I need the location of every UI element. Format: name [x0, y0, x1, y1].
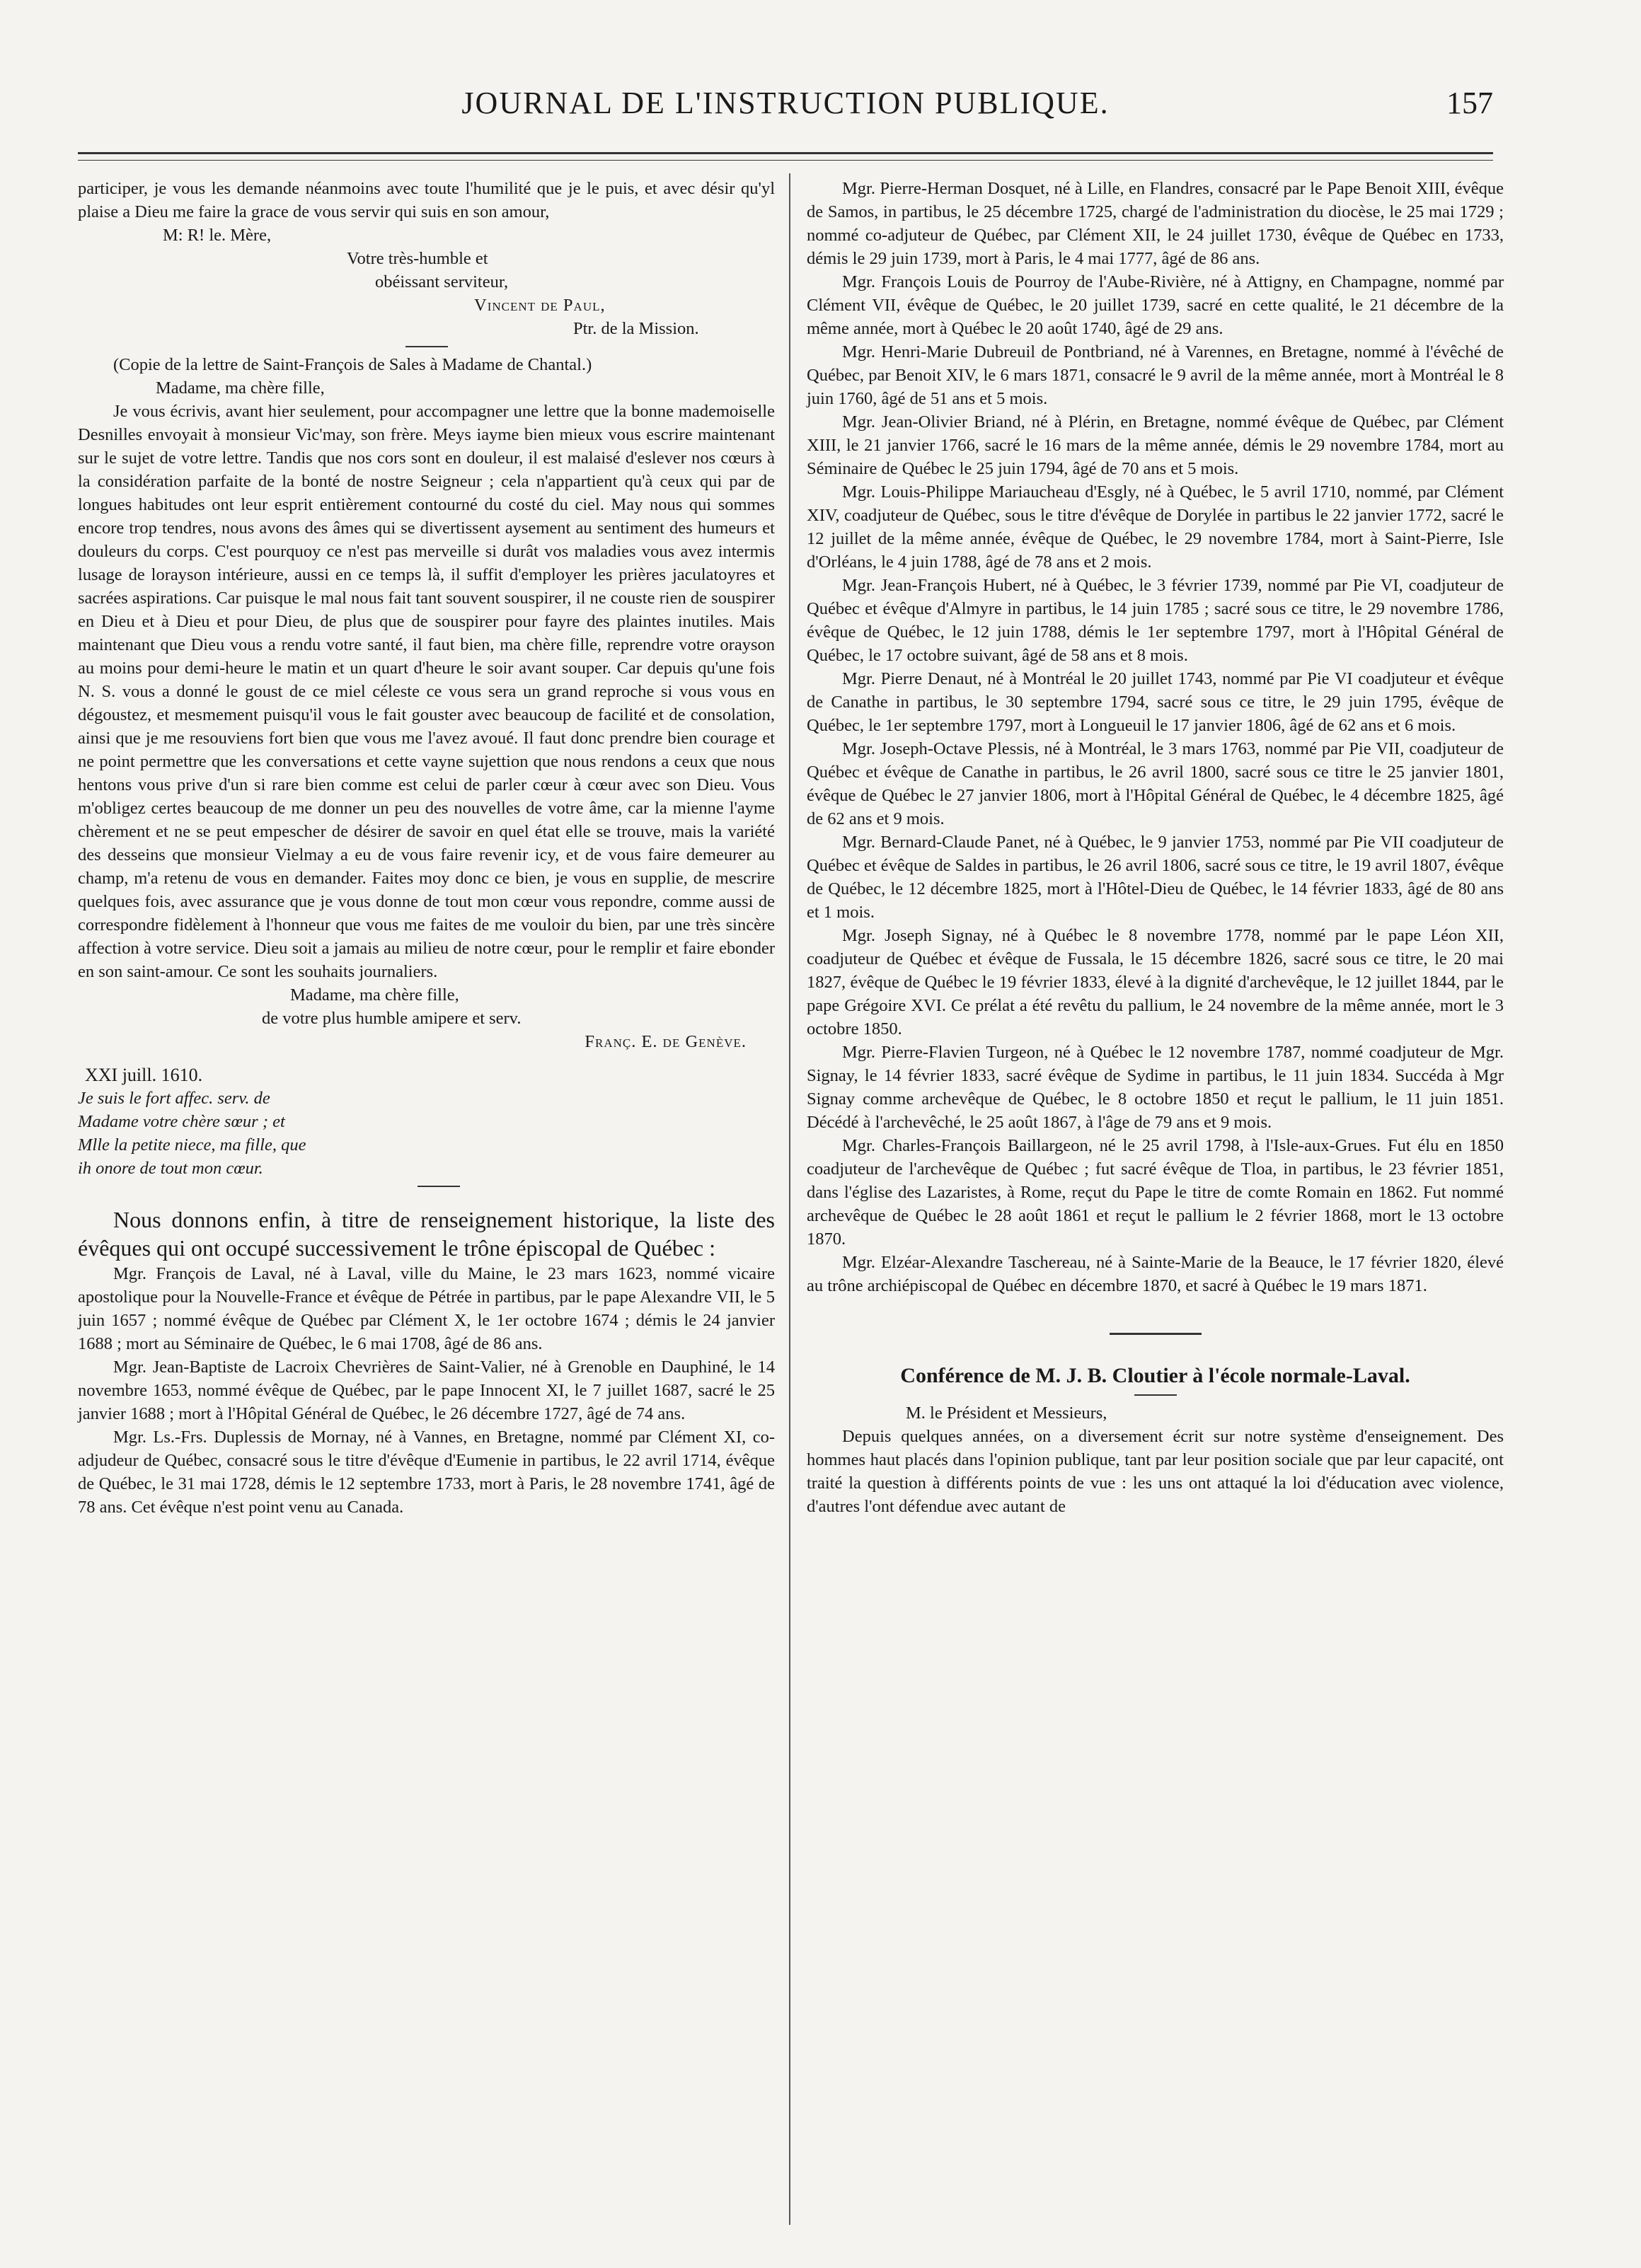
- bishop-entry: Mgr. Joseph-Octave Plessis, né à Montréal, le 3 mars 1763, nommé par Pie VII, coadjuteur de Québec et évêque de Canathe in partibus, le 26 avril 1800, sacré sous ce titre le 25 janvier 1801, évêque de Québec le 27 janvier 1806, mort à l'Hôpital Général de Québec, le 4 décembre 1825, âgé de 62 ans et 9 mois.: [807, 739, 1504, 828]
- letter-body: Je vous écrivis, avant hier seulement, pour accompagner une lettre que la bonne mademoiselle Desnilles envoyait à monsieur Vic'may, son frère. Meys iayme bien mieux vous escrire maintenant sur le sujet de votre lettre. Tandis que nos cors sont en douleur, il est malaisé d'eslever nos cœurs à la considération parfaite de la bonté de nostre Seigneur ; cela n'appartient qu'à ceux qui par de longues habitudes ont leur esprit entièrement contourné du costé du ciel. May nous qui sommes encore trop tendres, nous avons des âmes qui se divertissent aysement au sentiment des humeurs et douleurs du corps. C'est pourquoy ce n'est pas merveille si durât vos maladies vous avez intermis lusage de lorayson intérieure, aussi en ce temps là, il suffit d'employer les prières jaculatoyres et sacrées aspirations. Car puisque le mal nous fait tant souvent souspirer, il ne couste rien de souspirer en Dieu et à Dieu et pour Dieu, de plus que de souspirer pour fayre des plaintes inutiles. Mais maintenant que Dieu vous a rendu votre santé, il faut bien, ma chère fille, reprendre votre orayson au moins pour demi-heure le matin et un quart d'heure le soir avant souper. Car depuis qu'une fois N. S. vous a donné le goust de ce miel céleste ce vous sera un grand reproche si vous vous en dégoustez, et mesmement puisqu'il vous le fait gouster avec beaucoup de facilité et de consolation, ainsi que je me resouviens fort bien que vous me l'avez avoué. Il faut donc prendre bien courage et ne point permettre que les conversations et cette vayne sujettion que nous rendons a ceux que nous hentons vous prive d'un si rare bien comme est celui de parler cœur à cœur avec son Dieu. Vous m'obligez certes beaucoup de me donner un peu des nouvelles de votre âme, car la mienne l'ayme chèrement et ne se peut empescher de désirer de savoir en quel état elle se trouve, mais la variété des desseins que monsieur Vielmay a eu de vous faire revenir icy, et de vous faire demeurer au champ, m'a retenu de vous en demander. Faites moy donc ce bien, je vous en supplie, de mescrire quelques fois, avec assurance que je vous donne de tout mon cœur vous repondre, comme aussi de correspondre fidèlement à l'honneur que vous me faites de me vouloir du bien, par une très sincère affection à votre service. Dieu soit a jamais au milieu de notre cœur, pour le remplir et faire ebonder en son saint-amour. Ce sont les souhaits journaliers.: [78, 402, 775, 981]
- bishop-entry: Mgr. Charles-François Baillargeon, né le 25 avril 1798, à l'Isle-aux-Grues. Fut élu en 1850 coadjuteur de l'archevêque de Québec ; fut sacré évêque de Tloa, in partibus, le 23 février 1851, dans l'église des Lazaristes, à Rome, reçut du Pape le titre de comte Romain en 1862. Fut nommé archevêque de Québec le 28 août 1861 et reçut le pallium le 2 février 1868, mort le 13 octobre 1870.: [807, 1136, 1504, 1249]
- bishop-entry: Mgr. Pierre-Flavien Turgeon, né à Québec le 12 novembre 1787, nommé coadjuteur de Mgr. Signay, le 14 février 1833, sacré évêque de Sydime in partibus, le 11 juin 1834. Succéda à Mgr Signay comme archevêque de Québec, le 8 octobre 1850 et reçut le pallium, le 11 juin 1851. Décédé à l'archevêché, le 25 août 1867, à l'âge de 79 ans et 9 mois.: [807, 1043, 1504, 1132]
- sig-line: obéissant serviteur,: [375, 272, 509, 291]
- bishop-entry: Mgr. Pierre Denaut, né à Montréal le 20 juillet 1743, nommé par Pie VI coadjuteur et évêque de Canathe in partibus, le 30 septembre 1794, sacré sous ce titre, le 29 juin 1795, évêque de Québec, le 1er septembre 1797, mort à Longueuil le 17 janvier 1806, âgé de 62 ans et 6 mois.: [807, 669, 1504, 735]
- conference-title: Conférence de M. J. B. Cloutier à l'école normale-Laval.: [900, 1364, 1410, 1387]
- postscript-line: Je suis le fort affec. serv. de: [78, 1089, 270, 1108]
- closing-signature: Franç. E. de Genève.: [585, 1032, 747, 1051]
- section-rule: [1110, 1333, 1202, 1335]
- letter-date: XXI juill. 1610.: [85, 1065, 203, 1085]
- header-rule: [78, 152, 1493, 161]
- postscript-line: Madame votre chère sœur ; et: [78, 1112, 285, 1131]
- salutation: Madame, ma chère fille,: [156, 378, 325, 398]
- journal-title: JOURNAL DE L'INSTRUCTION PUBLIQUE.: [461, 86, 1110, 120]
- column-divider: [789, 173, 790, 2225]
- conference-text: Depuis quelques années, on a diversement écrit sur notre système d'enseignement. Des hommes haut placés dans l'opinion publique, tant par leur position sociale que par leur capacité, ont traité la question à différents points de vue : les uns ont attaqué la loi d'éducation avec violence, d'autres l'ont défendue avec autant de: [807, 1427, 1504, 1516]
- sig-line: Votre très-humble et: [347, 249, 488, 268]
- page-number: 157: [1446, 86, 1493, 120]
- bishops-intro: Nous donnons enfin, à titre de renseignement historique, la liste des évêques qui ont occupé successivement le trône épiscopal de Québec :: [78, 1207, 775, 1261]
- bishop-entry: Mgr. Jean-Baptiste de Lacroix Chevrières de Saint-Valier, né à Grenoble en Dauphiné, le 14 novembre 1653, nommé évêque de Québec, par le pape Innocent XI, le 7 juillet 1687, sacré le 25 janvier 1688 ; mort à l'Hôpital Général de Québec, le 26 décembre 1727, âgé de 74 ans.: [78, 1358, 775, 1423]
- bishop-entry: Mgr. Elzéar-Alexandre Taschereau, né à Sainte-Marie de la Beauce, le 17 février 1820, élevé au trône archiépiscopal de Québec en décembre 1870, et sacré à Québec le 19 mars 1871.: [807, 1253, 1504, 1295]
- bishop-entry: Mgr. Henri-Marie Dubreuil de Pontbriand, né à Varennes, en Bretagne, nommé à l'évêché de Québec, par Benoit XIV, le 6 mars 1871, consacré le 9 avril de la même année, mort à Montréal le 8 juin 1760, âgé de 51 ans et 5 mois.: [807, 342, 1504, 408]
- bishop-entry: Mgr. Jean-Olivier Briand, né à Plérin, en Bretagne, nommé évêque de Québec, par Clément XIII, le 21 janvier 1766, sacré le 16 mars de la même année, démis le 29 novembre 1784, mort au Séminaire de Québec le 25 juin 1794, âgé de 70 ans et 5 mois.: [807, 412, 1504, 478]
- postscript-line: ih onore de tout mon cœur.: [78, 1159, 263, 1178]
- letter-ending: participer, je vous les demande néanmoins avec toute l'humilité que je le puis, et avec désir qu'yl plaise a Dieu me faire la grace de vous servir qui suis en son amour,: [78, 179, 775, 221]
- bishop-entry: Mgr. Joseph Signay, né à Québec le 8 novembre 1778, nommé par le pape Léon XII, coadjuteur de Québec et évêque de Fussala, le 15 décembre 1826, sacré sous ce titre, le 20 mai 1827, évêque de Québec le 19 février 1833, élevé à la dignité d'archevêque, le 12 juillet 1844, par le pape Grégoire XVI. Ce prélat a été revêtu du pallium, le 24 novembre de la même année, mort le 3 octobre 1850.: [807, 926, 1504, 1038]
- separator-rule: [405, 346, 448, 347]
- conference-salutation: M. le Président et Messieurs,: [906, 1404, 1107, 1423]
- postscript: [78, 1063, 775, 1180]
- bishop-entry: Mgr. Ls.-Frs. Duplessis de Mornay, né à Vannes, en Bretagne, nommé par Clément XI, co-adjudeur de Québec, consacré sous le titre d'évêque d'Eumenie in partibus, le 22 avril 1714, évêque de Québec, le 31 mai 1728, démis le 12 septembre 1733, mort à Paris, le 28 novembre 1741, âgé de 78 ans. Cet évêque n'est point venu au Canada.: [78, 1428, 775, 1517]
- sig-line: M: R! le. Mère,: [163, 226, 272, 245]
- left-column: [78, 177, 775, 1519]
- bishop-entry: Mgr. François Louis de Pourroy de l'Aube-Rivière, né à Attigny, en Champagne, nommé par Clément VII, évêque de Québec, le 20 juillet 1739, sacré en cette qualité, le 21 décembre de la même année, mort à Québec le 20 août 1740, âgé de 29 ans.: [807, 272, 1504, 338]
- vincent-signature: [163, 224, 775, 340]
- separator-rule: [418, 1186, 460, 1187]
- bishop-entry: Mgr. Bernard-Claude Panet, né à Québec, le 9 janvier 1753, nommé par Pie VII coadjuteur de Québec et évêque de Saldes in partibus, le 26 avril 1806, sacré sous ce titre, le 19 avril 1807, évêque de Québec, le 12 décembre 1825, mort à l'Hôtel-Dieu de Québec, le 14 février 1833, âgé de 80 ans et 1 mois.: [807, 833, 1504, 922]
- bishop-entry: Mgr. François de Laval, né à Laval, ville du Maine, le 23 mars 1623, nommé vicaire apostolique pour la Nouvelle-France et évêque de Pétrée in partibus, par le pape Alexandre VII, le 5 juin 1657 ; nommé évêque de Québec par Clément X, le 1er octobre 1674 ; démis le 24 janvier 1688 ; mort au Séminaire de Québec, le 6 mai 1708, âgé de 86 ans.: [78, 1264, 775, 1353]
- sig-line: Ptr. de la Mission.: [573, 319, 699, 338]
- right-column: [807, 177, 1504, 1518]
- page-header: [78, 85, 1493, 134]
- sig-line: Vincent de Paul,: [474, 296, 606, 315]
- bishop-entry: Mgr. Jean-François Hubert, né à Québec, le 3 février 1739, nommé par Pie VI, coadjuteur de Québec et évêque d'Almyre in partibus, le 14 juin 1785 ; sacré sous ce titre, le 29 novembre 1786, évêque de Québec, le 12 juin 1788, démis le 1er septembre 1797, mort à l'Hôpital Général de Québec, le 17 octobre suivant, âgé de 58 ans et 8 mois.: [807, 576, 1504, 665]
- bishop-entry: Mgr. Louis-Philippe Mariaucheau d'Esgly, né à Québec, le 5 avril 1710, nommé, par Clément XIV, coadjuteur de Québec, sous le titre d'évêque de Dorylée in partibus le 22 janvier 1772, sacré le 12 juillet de la même année, évêque de Québec, le 29 novembre 1784, mort à Saint-Pierre, Isle d'Orléans, le 4 juin 1788, âgé de 78 ans et 2 mois.: [807, 482, 1504, 572]
- copy-note: (Copie de la lettre de Saint-François de Sales à Madame de Chantal.): [113, 355, 592, 374]
- separator-rule: [1134, 1394, 1177, 1396]
- postscript-line: Mlle la petite niece, ma fille, que: [78, 1135, 306, 1155]
- bishop-entry: Mgr. Pierre-Herman Dosquet, né à Lille, en Flandres, consacré par le Pape Benoit XIII, évêque de Samos, in partibus, le 25 décembre 1725, chargé de l'administration du diocèse, le 25 mai 1729 ; nommé co-adjuteur de Québec, par Clément XII, le 24 juillet 1730, évêque de Québec en 1733, démis le 29 juin 1739, mort à Paris, le 4 mai 1777, âgé de 86 ans.: [807, 179, 1504, 268]
- closing-line: Madame, ma chère fille,: [290, 985, 459, 1005]
- closing-line: de votre plus humble amipere et serv.: [262, 1009, 522, 1028]
